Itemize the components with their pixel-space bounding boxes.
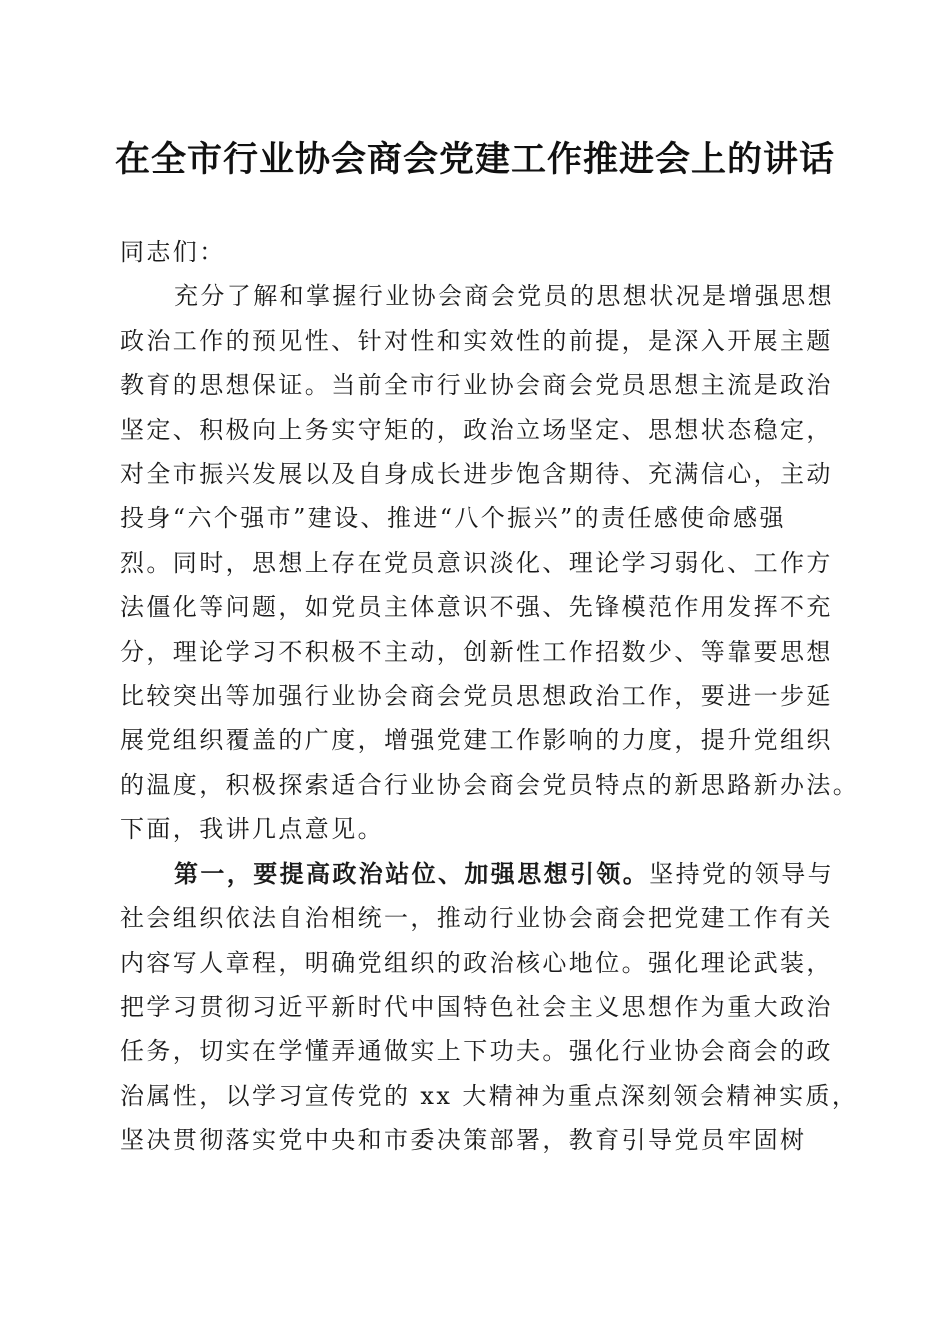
paragraph-line: 坚定、积极向上务实守矩的，政治立场坚定、思想状态稳定， [120, 415, 833, 444]
paragraph-first-line [120, 852, 835, 896]
paragraph-line: 把学习贯彻习近平新时代中国特色社会主义思想作为重大政治 [120, 992, 833, 1021]
paragraph-line: 的温度，积极探索适合行业协会商会党员特点的新思路新办法。 [120, 770, 860, 799]
paragraph-line: 政治工作的预见性、针对性和实效性的前提，是深入开展主题 [120, 326, 833, 355]
paragraph-line: 展党组织覆盖的广度，增强党建工作影响的力度，提升党组织 [120, 726, 833, 755]
paragraph-line: 法僵化等问题，如党员主体意识不强、先锋模范作用发挥不充 [120, 593, 833, 622]
paragraph-line: 任务，切实在学懂弄通做实上下功夫。强化行业协会商会的政 [120, 1037, 833, 1066]
section-heading: 第一，要提高政治站位、加强思想引领。 [174, 858, 650, 888]
paragraph-2 [120, 852, 859, 1163]
paragraph-line: 下面，我讲几点意见。 [120, 815, 384, 844]
paragraph-line: 教育的思想保证。当前全市行业协会商会党员思想主流是政治 [120, 371, 833, 400]
paragraph-line: 充分了解和掌握行业协会商会党员的思想状况是增强思想 [174, 282, 834, 311]
paragraph-line: 分，理论学习不积极不主动，创新性工作招数少、等靠要思想 [120, 637, 833, 666]
paragraph-line: 投身“六个强市”建设、推进“八个振兴”的责任感使命感强 [120, 504, 786, 533]
document-title: 在全市行业协会商会党建工作推进会上的讲话 [114, 139, 835, 180]
paragraph-line: 治属性，以学习宣传党的 xx 大精神为重点深刻领会精神实质， [120, 1081, 859, 1110]
paragraph-line: 比较突出等加强行业协会商会党员思想政治工作，要进一步延 [120, 682, 833, 711]
paragraph-line-rest: 坚持党的领导与 [649, 859, 835, 888]
paragraph-line: 社会组织依法自治相统一，推动行业协会商会把党建工作有关 [120, 904, 833, 933]
salutation: 同志们： [120, 238, 226, 266]
paragraph-line: 烈。同时，思想上存在党员意识淡化、理论学习弱化、工作方 [120, 548, 833, 577]
paragraph-line: 坚决贯彻落实党中央和市委决策部署，教育引导党员牢固树 [120, 1126, 807, 1155]
paragraph-line: 对全市振兴发展以及自身成长进步饱含期待、充满信心，主动 [120, 460, 833, 489]
paragraph-line: 内容写人章程，明确党组织的政治核心地位。强化理论武装， [120, 948, 833, 977]
document-body [120, 230, 860, 1163]
paragraph-1 [120, 274, 860, 851]
